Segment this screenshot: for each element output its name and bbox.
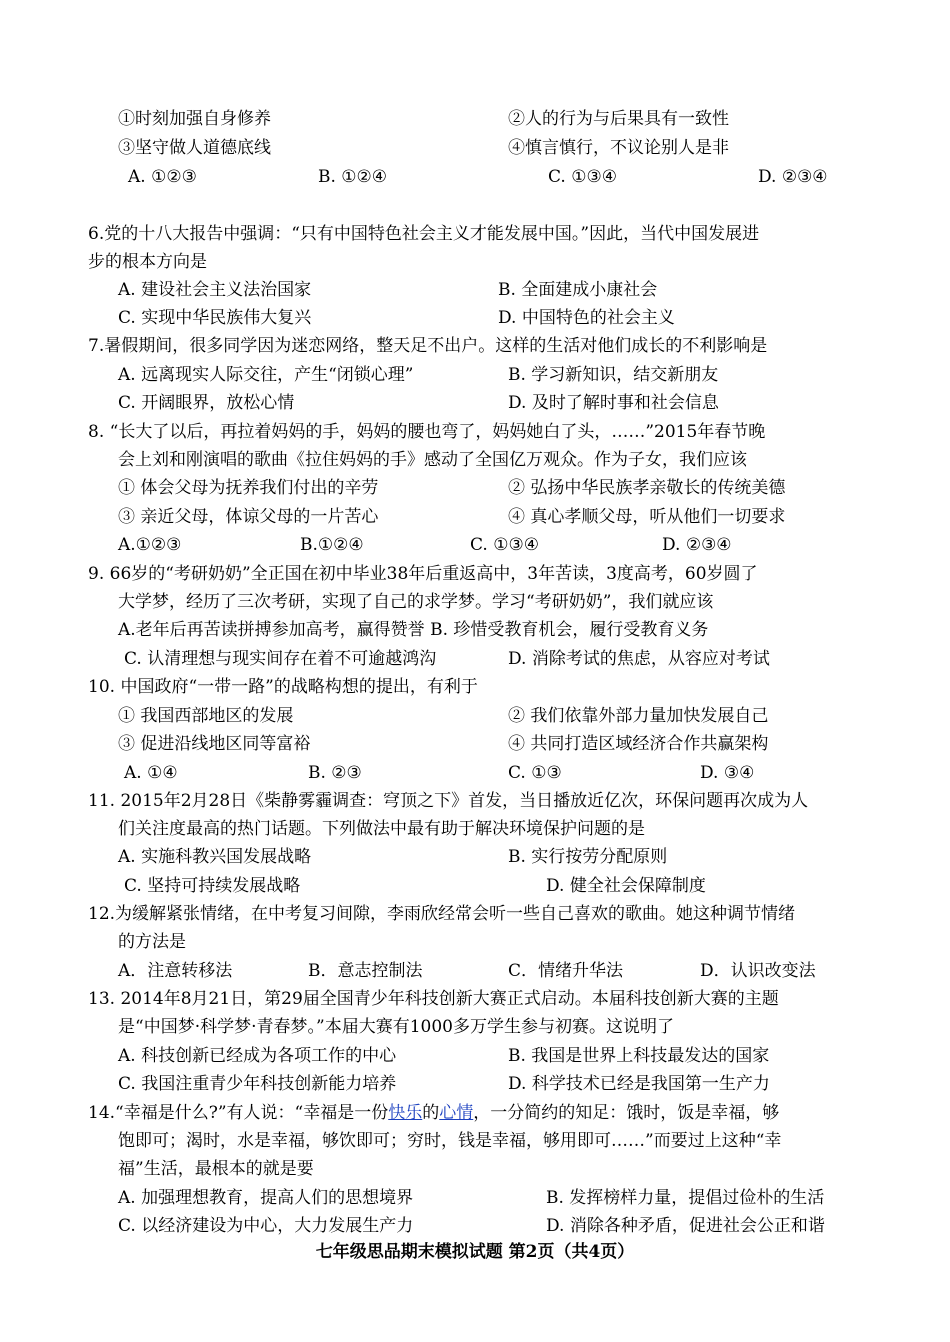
q13-option-a: A. 科技创新已经成为各项工作的中心 <box>118 1046 397 1066</box>
q8-option-d: D. ②③④ <box>662 535 732 555</box>
q14-stem-text-b: 的 <box>422 1103 440 1123</box>
q11-option-d: D. 健全社会保障制度 <box>546 876 706 896</box>
q9-options-ab: A.老年后再苦读拼搏参加高考，赢得赞誉 B. 珍惜受教育机会，履行受教育义务 <box>118 620 709 640</box>
q14-option-a: A. 加强理想教育，提高人们的思想境界 <box>118 1188 414 1208</box>
q7-option-d: D. 及时了解时事和社会信息 <box>508 393 719 413</box>
q11-option-c: C. 坚持可持续发展战略 <box>124 876 301 896</box>
q6-option-a: A. 建设社会主义法治国家 <box>118 280 312 300</box>
q5-option-b: B. ①②④ <box>318 167 388 187</box>
q10-option-b: B. ②③ <box>308 763 362 783</box>
q13-option-c: C. 我国注重青少年科技创新能力培养 <box>118 1074 397 1094</box>
q12-option-b: B．意志控制法 <box>308 961 423 981</box>
q8-option-c: C. ①③④ <box>470 535 539 555</box>
q12-stem-line-1: 12.为缓解紧张情绪，在中考复习间隙，李雨欣经常会听一些自己喜欢的歌曲。她这种调节情绪 <box>88 904 796 924</box>
q11-stem-line-1: 11. 2015年2月28日《柴静雾霾调查：穹顶之下》首发，当日播放近亿次，环保问题再次成为人 <box>88 791 809 811</box>
q7-option-c: C. 开阔眼界，放松心情 <box>118 393 295 413</box>
q14-stem-text-c: ，一分简约的知足：饿时，饭是幸福，够 <box>473 1103 780 1123</box>
q7-option-b: B. 学习新知识，结交新朋友 <box>508 365 719 385</box>
q10-stem: 10. 中国政府“一带一路”的战略构想的提出，有利于 <box>88 677 478 697</box>
q13-stem-line-2: 是“中国梦·科学梦·青春梦。”本届大赛有1000多万学生参与初赛。这说明了 <box>118 1017 674 1037</box>
q8-item-1: ① 体会父母为抚养我们付出的辛劳 <box>118 478 379 498</box>
q7-stem: 7.暑假期间，很多同学因为迷恋网络，整天足不出户。这样的生活对他们成长的不利影响是 <box>88 336 768 356</box>
q6-option-b: B. 全面建成小康社会 <box>498 280 658 300</box>
q10-option-d: D. ③④ <box>700 763 755 783</box>
q6-stem-line-1: 6.党的十八大报告中强调：“只有中国特色社会主义才能发展中国。”因此，当代中国发展进 <box>88 224 760 244</box>
q5-option-a: A. ①②③ <box>128 167 197 187</box>
q7-option-a: A. 远离现实人际交往，产生“闭锁心理” <box>118 365 414 385</box>
q10-item-2: ② 我们依靠外部力量加快发展自己 <box>508 706 769 726</box>
q6-stem-line-2: 步的根本方向是 <box>88 252 207 272</box>
q10-item-1: ① 我国西部地区的发展 <box>118 706 294 726</box>
q8-stem-line-2: 会上刘和刚演唱的歌曲《拉住妈妈的手》感动了全国亿万观众。作为子女，我们应该 <box>118 450 747 470</box>
q9-stem-line-1: 9. 66岁的“考研奶奶”全正国在初中毕业38年后重返高中，3年苦读，3度高考，60岁圆了 <box>88 564 758 584</box>
q12-option-c: C．情绪升华法 <box>508 961 624 981</box>
q14-stem-line-3: 福”生活，最根本的就是要 <box>118 1159 314 1179</box>
q11-option-b: B. 实行按劳分配原则 <box>508 847 668 867</box>
q14-link-happiness[interactable]: 快乐 <box>388 1103 423 1123</box>
q14-option-b: B. 发挥榜样力量，提倡过俭朴的生活 <box>546 1188 825 1208</box>
q5-item-2: ②人的行为与后果具有一致性 <box>508 109 729 129</box>
q8-option-b: B.①②④ <box>300 535 364 555</box>
q5-item-3: ③坚守做人道德底线 <box>118 138 271 158</box>
q10-option-a: A. ①④ <box>124 763 178 783</box>
q13-option-b: B. 我国是世界上科技最发达的国家 <box>508 1046 770 1066</box>
q5-option-d: D. ②③④ <box>758 167 828 187</box>
q10-item-4: ④ 共同打造区域经济合作共赢架构 <box>508 734 769 754</box>
q11-stem-line-2: 们关注度最高的热门话题。下列做法中最有助于解决环境保护问题的是 <box>118 819 645 839</box>
q14-option-d: D. 消除各种矛盾，促进社会公正和谐 <box>546 1216 825 1236</box>
q9-stem-line-2: 大学梦，经历了三次考研，实现了自己的求学梦。学习“考研奶奶”，我们就应该 <box>118 592 714 612</box>
q14-stem-text-a: 14.“幸福是什么?”有人说：“幸福是一份 <box>88 1103 389 1123</box>
q6-option-c: C. 实现中华民族伟大复兴 <box>118 308 312 328</box>
q14-stem-line-1 <box>88 1099 779 1127</box>
q12-stem-line-2: 的方法是 <box>118 932 186 952</box>
q6-option-d: D. 中国特色的社会主义 <box>498 308 675 328</box>
q10-item-3: ③ 促进沿线地区同等富裕 <box>118 734 311 754</box>
q11-option-a: A. 实施科教兴国发展战略 <box>118 847 312 867</box>
q12-option-d: D．认识改变法 <box>700 961 816 981</box>
q14-stem-line-2: 饱即可；渴时，水是幸福，够饮即可；穷时，钱是幸福，够用即可……”而要过上这种“幸 <box>118 1131 782 1151</box>
q8-item-3: ③ 亲近父母，体谅父母的一片苦心 <box>118 507 379 527</box>
q5-option-c: C. ①③④ <box>548 167 617 187</box>
q5-item-1: ①时刻加强自身修养 <box>118 109 271 129</box>
q8-item-4: ④ 真心孝顺父母，听从他们一切要求 <box>508 507 786 527</box>
q10-option-c: C. ①③ <box>508 763 562 783</box>
q12-option-a: A．注意转移法 <box>118 961 233 981</box>
q8-item-2: ② 弘扬中华民族孝亲敬长的传统美德 <box>508 478 786 498</box>
q9-option-d: D. 消除考试的焦虑，从容应对考试 <box>508 649 770 669</box>
q14-option-c: C. 以经济建设为中心，大力发展生产力 <box>118 1216 414 1236</box>
q13-stem-line-1: 13. 2014年8月21日，第29届全国青少年科技创新大赛正式启动。本届科技创新大赛的主题 <box>88 989 779 1009</box>
q8-stem-line-1: 8. “长大了以后，再拉着妈妈的手，妈妈的腰也弯了，妈妈她白了头，……”2015年春节晚 <box>88 422 766 442</box>
q5-item-4: ④慎言慎行，不议论别人是非 <box>508 138 729 158</box>
q14-link-mood[interactable]: 心情 <box>439 1103 474 1123</box>
q13-option-d: D. 科学技术已经是我国第一生产力 <box>508 1074 770 1094</box>
q9-option-c: C. 认清理想与现实间存在着不可逾越鸿沟 <box>124 649 437 669</box>
page-footer: 七年级思品期末模拟试题 第2页（共4页） <box>315 1242 635 1262</box>
q8-option-a: A.①②③ <box>118 535 182 555</box>
